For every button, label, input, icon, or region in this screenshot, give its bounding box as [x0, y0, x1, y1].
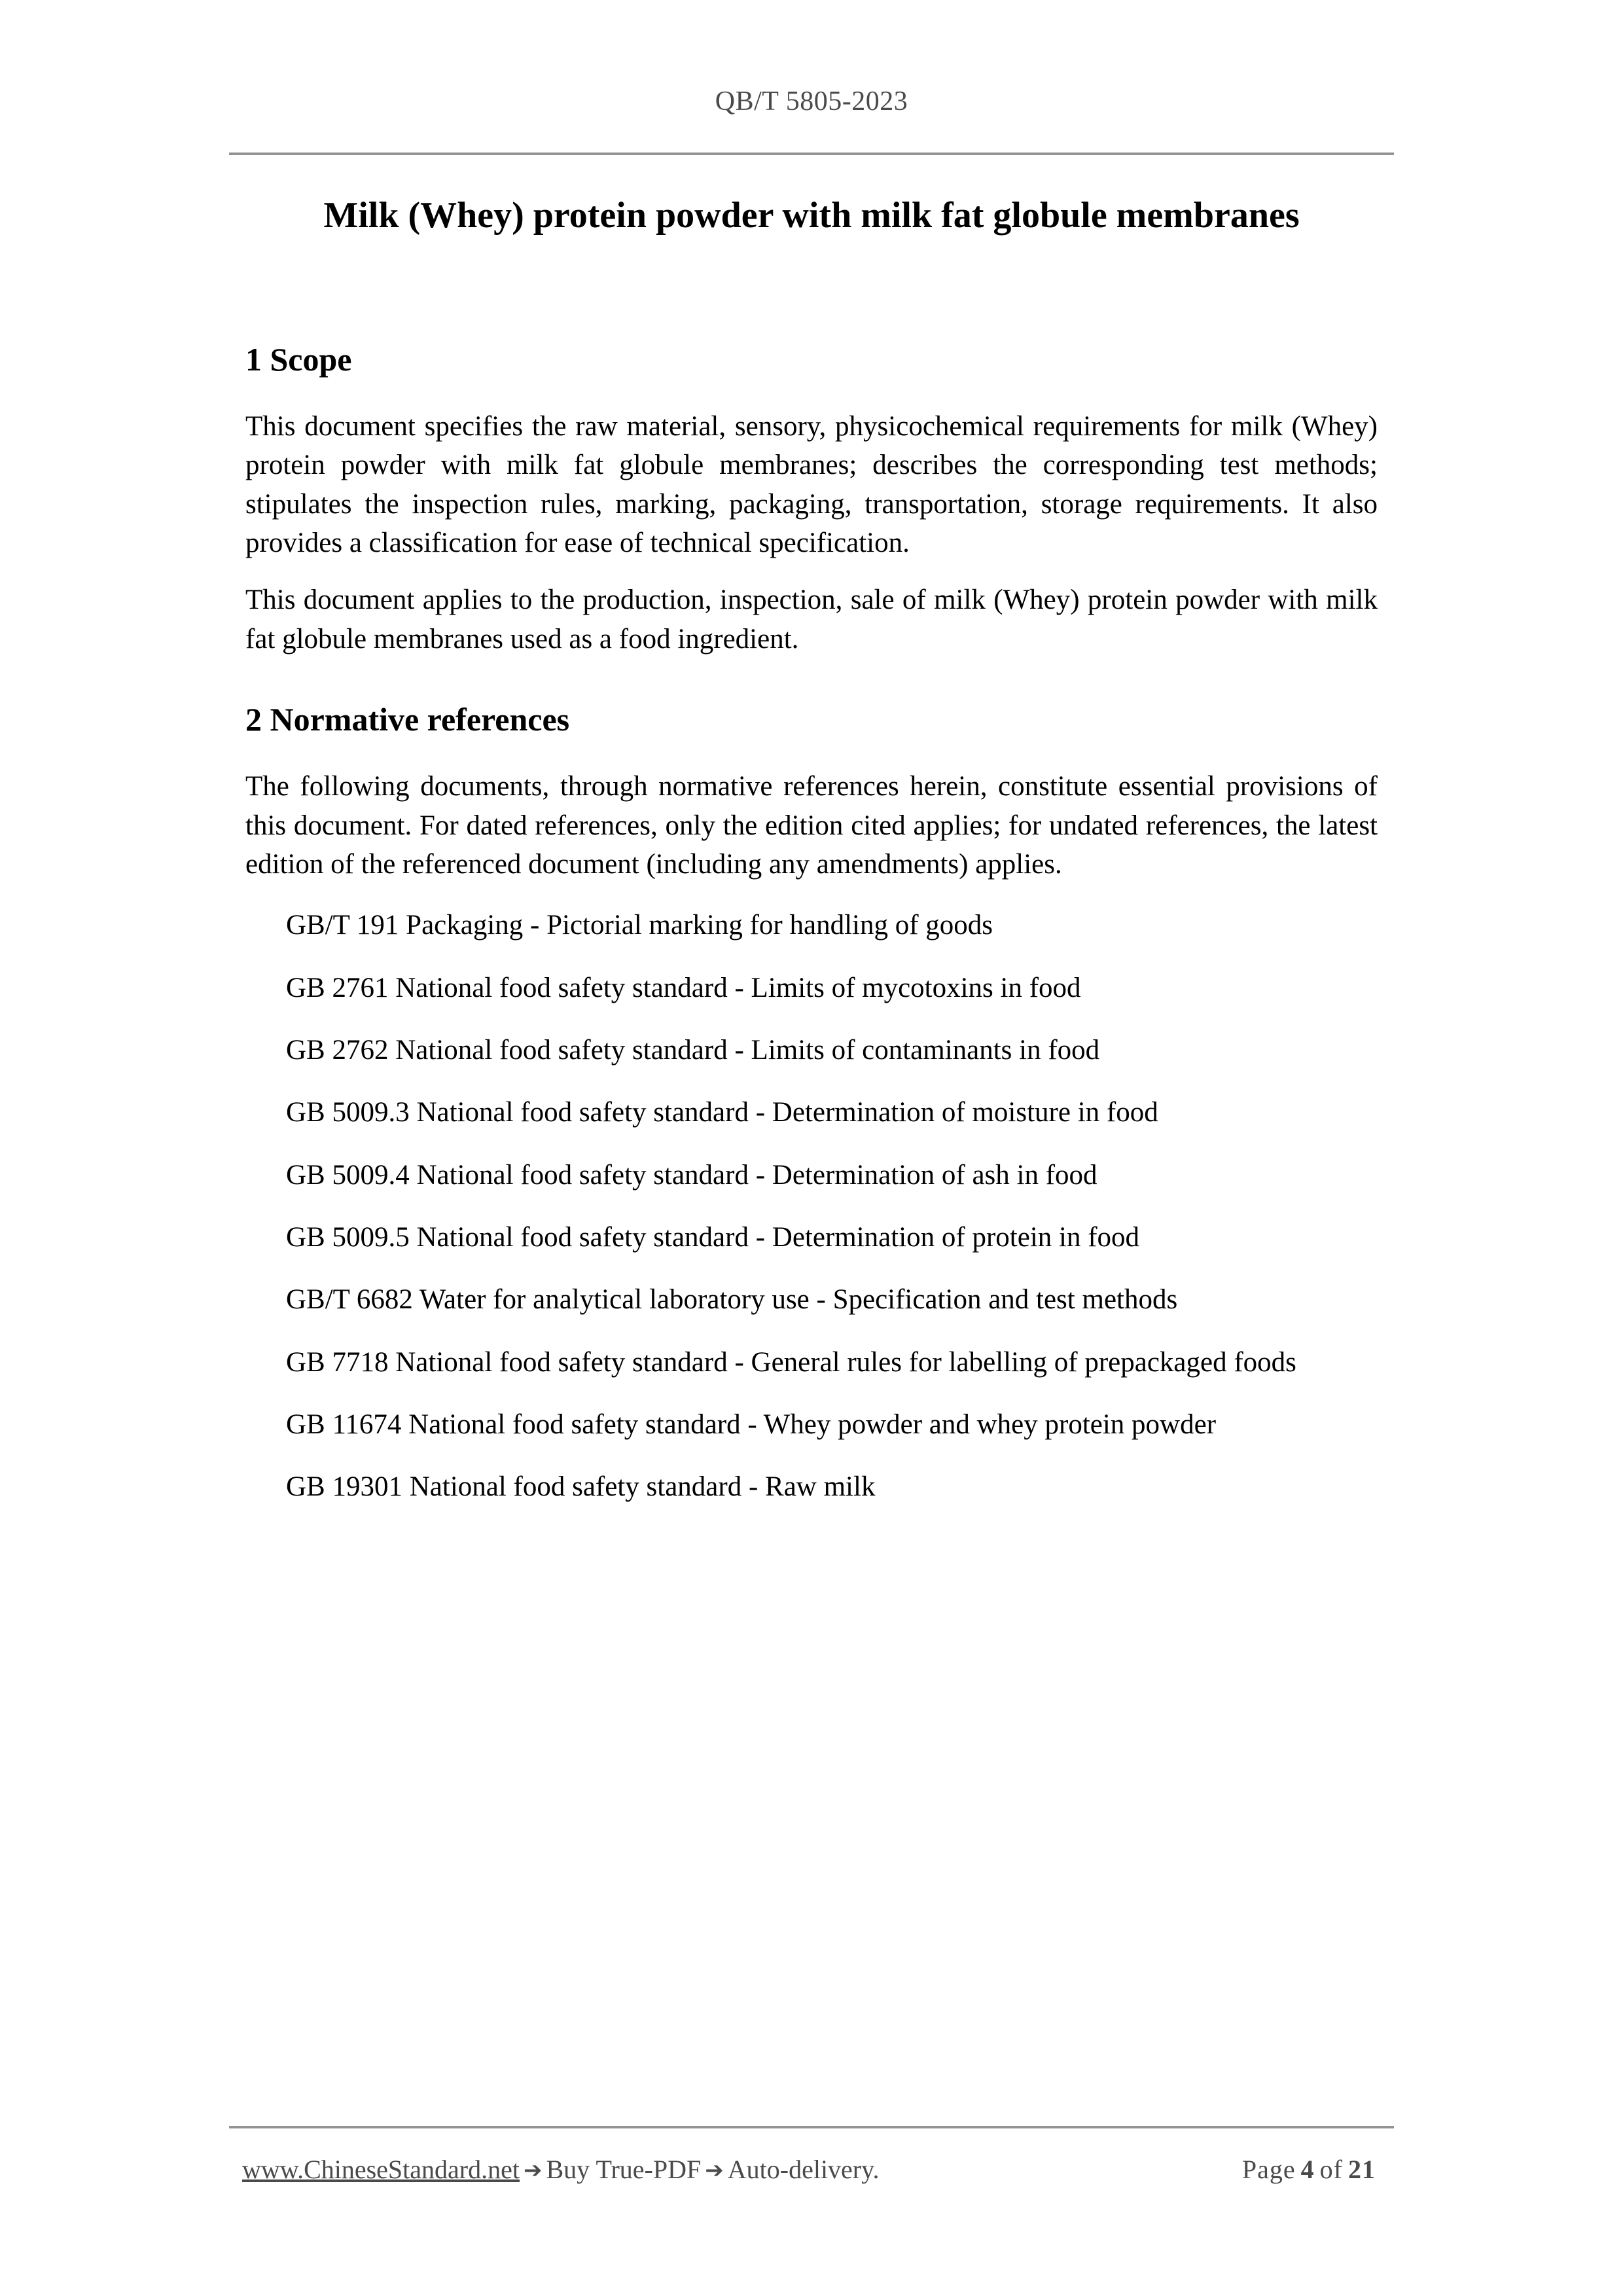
section-heading-scope: 1 Scope	[245, 340, 352, 378]
arrow-right-icon: ➔	[705, 2157, 724, 2183]
page-footer	[229, 2147, 1394, 2193]
site-url-link[interactable]: www.ChineseStandard.net	[242, 2155, 520, 2184]
page-header	[229, 85, 1394, 118]
list-item: GB 5009.5 National food safety standard - Determination of protein in food	[286, 1222, 1140, 1253]
of-label: of	[1319, 2155, 1343, 2184]
list-item: GB 2761 National food safety standard - Limits of mycotoxins in food	[286, 972, 1081, 1003]
list-item: GB/T 191 Packaging - Pictorial marking for handling of goods	[286, 910, 993, 941]
page-number-indicator	[1242, 2147, 1381, 2193]
standard-code-header: QB/T 5805-2023	[715, 86, 908, 117]
heading-body-gap-2	[245, 740, 1378, 767]
list-item: GB 5009.3 National food safety standard - Determination of moisture in food	[286, 1097, 1158, 1128]
paragraph-gap	[245, 562, 1378, 581]
page-content	[245, 190, 1378, 1507]
title-spacer	[245, 242, 1378, 339]
normative-references-intro: The following documents, through normative references herein, constitute essential provisions of this document. For dated references, only the edition cited applies; for undated references, the latest edition of the referenced document (including any amendments) applies.	[245, 771, 1378, 880]
arrow-right-icon: ➔	[523, 2157, 543, 2183]
list-item: GB 11674 National food safety standard - Whey powder and whey protein powder	[286, 1409, 1217, 1441]
section-gap	[245, 658, 1378, 699]
footer-promo-buy: Buy True-PDF	[546, 2155, 702, 2184]
heading-body-gap	[245, 380, 1378, 407]
footer-promo	[242, 2147, 880, 2193]
footer-promo-delivery: Auto-delivery.	[727, 2155, 880, 2184]
current-page-number: 4	[1300, 2155, 1315, 2184]
header-divider	[229, 152, 1394, 155]
section-heading-normative-references: 2 Normative references	[245, 700, 570, 738]
footer-divider	[229, 2126, 1394, 2128]
list-item: GB 5009.4 National food safety standard - Determination of ash in food	[286, 1159, 1097, 1191]
normative-reference-list	[245, 906, 1378, 1506]
scope-paragraph-1: This document specifies the raw material, sensory, physicochemical requirements for milk (Whey) protein powder with milk fat globule membranes; describes the corresponding test methods; stipulates the inspection rules, marking, packaging, transportation, storage requirements. It also provides a classification for ease of technical specification.	[245, 411, 1378, 558]
list-item: GB 19301 National food safety standard - Raw milk	[286, 1471, 876, 1503]
page-label: Page	[1241, 2155, 1296, 2184]
total-page-number: 21	[1348, 2155, 1376, 2184]
list-item: GB/T 6682 Water for analytical laboratory use - Specification and test methods	[286, 1284, 1178, 1316]
list-item: GB 7718 National food safety standard - General rules for labelling of prepackaged foods	[286, 1346, 1296, 1378]
list-item: GB 2762 National food safety standard - Limits of contaminants in food	[286, 1035, 1100, 1066]
scope-paragraph-2: This document applies to the production, inspection, sale of milk (Whey) protein powder with milk fat globule membranes used as a food ingredient.	[245, 584, 1378, 655]
list-gap	[245, 884, 1378, 906]
document-title: Milk (Whey) protein powder with milk fat globule membranes	[323, 195, 1300, 236]
